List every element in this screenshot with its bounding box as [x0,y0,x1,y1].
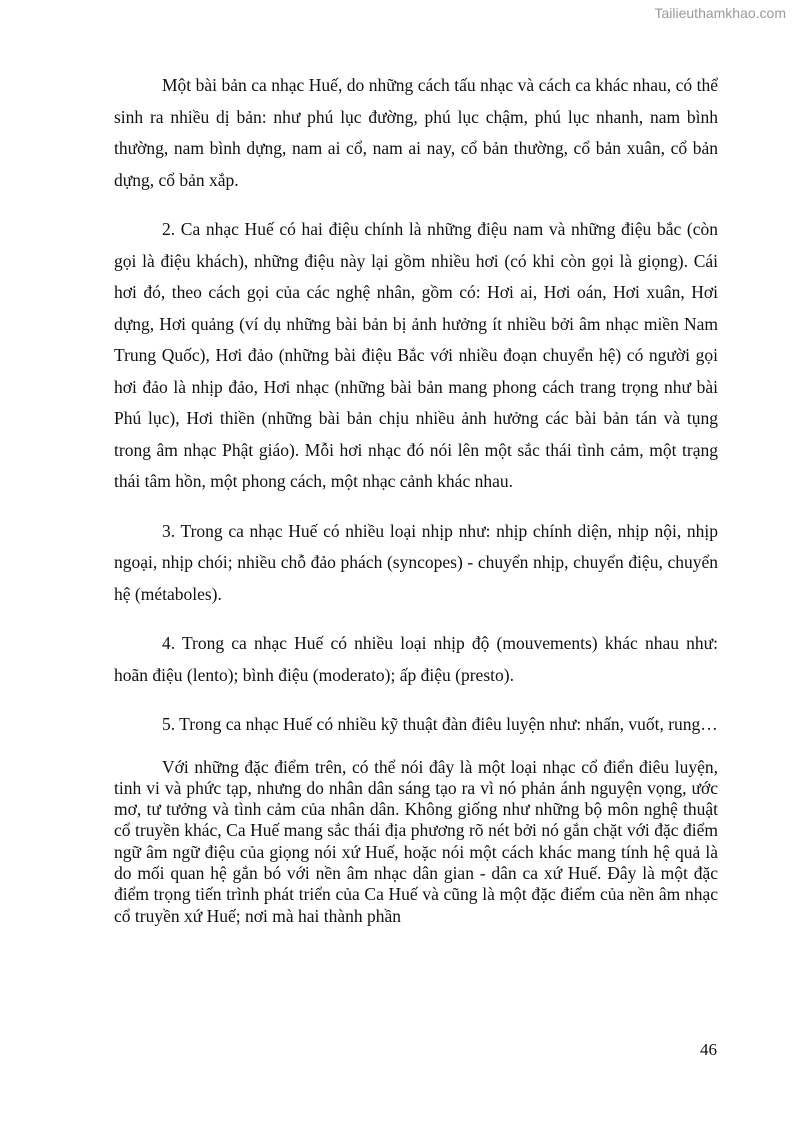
paragraph-techniques: 5. Trong ca nhạc Huế có nhiều kỹ thuật đàn điêu luyện như: nhấn, vuốt, rung… [162,714,718,734]
document-body [114,70,718,927]
paragraph-tunes: 2. Ca nhạc Huế có hai điệu chính là những điệu nam và những điệu bắc (còn gọi là điệu khách), những điệu này lại gồm nhiều hơi (có khi còn gọi là giọng). Cái hơi đó, theo cách gọi của các nghệ nhân, gồm có: Hơi ai, Hơi oán, Hơi xuân, Hơi dựng, Hơi quảng (ví dụ những bài bản bị ảnh hưởng ít nhiều bởi âm nhạc miền Nam Trung Quốc), Hơi đảo (những bài điệu Bắc với nhiều đoạn chuyển hệ) có người gọi hơi đảo là nhịp đảo, Hơi nhạc (những bài bản mang phong cách trang trọng như bài Phú lục), Hơi thiền (những bài bản chịu nhiều ảnh hưởng các bài bản tán và tụng trong âm nhạc Phật giáo). Mỗi hơi nhạc đó nói lên một sắc thái tình cảm, một trạng thái tâm hồn, một phong cách, một nhạc cảnh khác nhau. [114,219,718,491]
watermark: Tailieuthamkhao.com [654,5,786,21]
paragraph-rhythms: 3. Trong ca nhạc Huế có nhiều loại nhịp như: nhịp chính diện, nhịp nội, nhịp ngoại, nhịp chói; nhiều chỗ đảo phách (syncopes) - chuyển nhịp, chuyển điệu, chuyển hệ (métaboles). [114,520,718,604]
paragraph-variants: Một bài bản ca nhạc Huế, do những cách tấu nhạc và cách ca khác nhau, có thể sinh ra nhiều dị bản: như phú lục đường, phú lục chậm, phú lục nhanh, nam bình thường, nam bình dựng, nam ai cổ, nam ai nay, cổ bản thường, cổ bản xuân, cổ bản dựng, cổ bản xắp. [114,75,718,190]
paragraph-tempos: 4. Trong ca nhạc Huế có nhiều loại nhịp độ (mouvements) khác nhau như: hoãn điệu (lento); bình điệu (moderato); ấp điệu (presto). [114,633,718,685]
page-number: 46 [700,1040,717,1059]
paragraph-conclusion: Với những đặc điểm trên, có thể nói đây là một loại nhạc cổ điển điêu luyện, tinh vi và phức tạp, nhưng do nhân dân sáng tạo ra vì nó phản ánh nguyện vọng, ước mơ, tư tưởng và tình cảm của nhân dân. Không giống như những bộ môn nghệ thuật cổ truyền khác, Ca Huế mang sắc thái địa phương rõ nét bởi nó gắn chặt với đặc điểm ngữ âm ngữ điệu của giọng nói xứ Huế, hoặc nói một cách khác mang tính hệ quả là do mối quan hệ gắn bó với nền âm nhạc dân gian - dân ca xứ Huế. Đây là một đặc điểm trọng tiến trình phát triển của Ca Huế và cũng là một đặc điểm của nền âm nhạc cổ truyền xứ Huế; nơi mà hai thành phần [114,756,718,926]
